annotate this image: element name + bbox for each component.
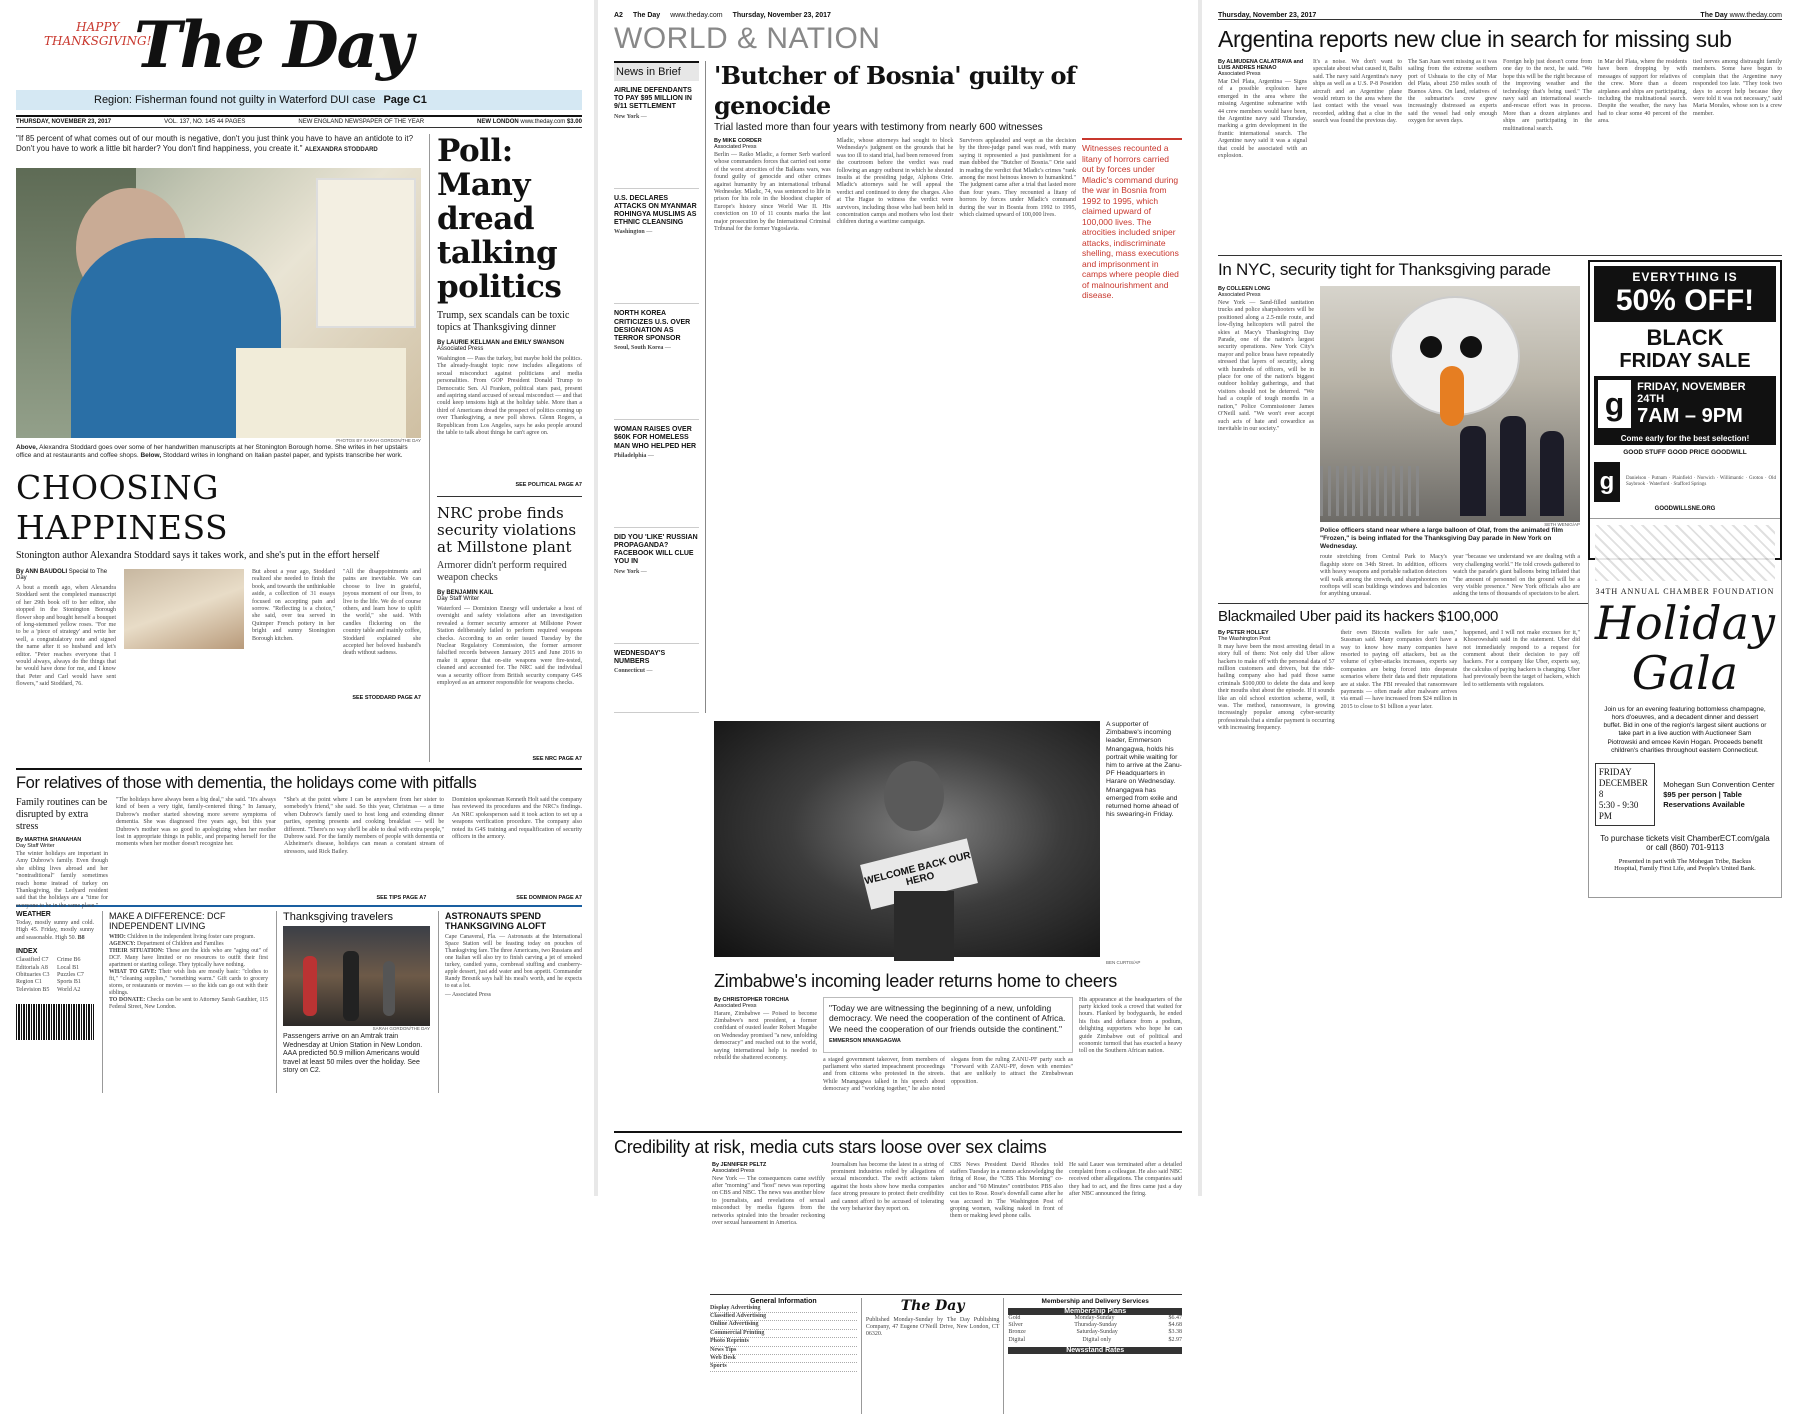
brief-nums bbox=[614, 1162, 706, 1290]
brief-headline: U.S. DECLARES ATTACKS ON MYANMAR ROHINGYA MUSLIMS AS ETHNIC CLEANSING bbox=[614, 194, 697, 227]
index-item[interactable]: Sports B1 bbox=[57, 979, 81, 986]
membership-price: $3.38 bbox=[1168, 1329, 1182, 1336]
media-story-col1: New York — The consequences came swiftly after "morning" and "host" news was reporting on CBS and NBC. The news was another blow to journalists, and revelations of sexual misconduct by media figures from the networks spiraled into the broader reckoning over sexual harassment in America. bbox=[712, 1175, 825, 1226]
masthead: The Day bbox=[134, 8, 412, 83]
zimbabwe-desk: Associated Press bbox=[714, 1002, 757, 1009]
page2-header bbox=[614, 12, 1182, 19]
index-item[interactable]: Local B1 bbox=[57, 964, 80, 971]
thanksgiving-travelers bbox=[276, 911, 430, 1093]
news-in-brief bbox=[614, 61, 706, 713]
main-byline-desk: Special to The Day bbox=[16, 569, 108, 581]
tagline: NEW ENGLAND NEWSPAPER OF THE YEAR bbox=[298, 119, 425, 125]
brief-headline: DID YOU 'LIKE' RUSSIAN PROPAGANDA? FACEBOOK WILL CLUE YOU IN bbox=[614, 533, 698, 566]
difference-agency-label: AGENCY: bbox=[109, 941, 136, 947]
gala-tickets[interactable]: To purchase tickets visit ChamberECT.com/gala bbox=[1600, 834, 1770, 844]
weather-page: B8 bbox=[77, 934, 85, 941]
photo-caption bbox=[16, 444, 421, 460]
media-headline[interactable]: Credibility at risk, media cuts stars loose over sex claims bbox=[614, 1136, 1047, 1157]
sub-desk: Associated Press bbox=[1218, 71, 1261, 77]
page3-header bbox=[1218, 12, 1782, 19]
main-headline[interactable]: CHOOSING HAPPINESS bbox=[16, 468, 229, 547]
zimbabwe-photo bbox=[714, 721, 1100, 957]
brief-item[interactable]: U.S. DECLARES ATTACKS ON MYANMAR ROHINGYA MUSLIMS AS ETHNIC CLEANSING Washington — bbox=[614, 195, 699, 305]
membership-level: Bronze bbox=[1008, 1329, 1026, 1336]
brief-list bbox=[614, 87, 699, 713]
uber-desk: The Washington Post bbox=[1218, 635, 1271, 642]
dementia-story-col1: The winter holidays are important in Amy Dubrow's family. Even though she sibling lives abroad and her "nontraditional" family sometimes reach home instead of turkey on Thanksgiving, the Ledyard resident said that the holidays are a "time for everyone to be in the same place." bbox=[16, 851, 108, 909]
zimbabwe-credit: BEN CURTIS/AP bbox=[1106, 959, 1141, 965]
gala-date: DECEMBER 8 bbox=[1598, 778, 1648, 800]
sub-headline[interactable]: Argentina reports new clue in search for missing sub bbox=[1218, 26, 1732, 52]
travelers-headline: Thanksgiving travelers bbox=[283, 911, 394, 923]
index-item[interactable]: Obituaries C3 bbox=[16, 972, 50, 979]
ad-website[interactable]: GOODWILLSNE.ORG bbox=[1654, 506, 1716, 512]
membership-row bbox=[1008, 1329, 1182, 1336]
brief-item[interactable]: WOMAN RAISES OVER $60K FOR HOMELESS MAN WHO HELPED HER Philadelphia — bbox=[614, 426, 699, 528]
guide-list bbox=[710, 1305, 857, 1372]
nyc-photo bbox=[1320, 286, 1580, 522]
dementia-story-col2: "The holidays have always been a big deal," she said. "It's always kind of been a very tight, family-centered thing." In January, Dubrow's mother started showing more severe symptoms of dementia. She was diagnosed five years ago, but this year Dubrow's mother was so good to apologizing when her mother lost in appropriate things in public, and preparing herself for the moments when her mother doesn't recognize her. bbox=[116, 797, 276, 848]
nrc-byline: By BENJAMIN KAIL bbox=[437, 590, 494, 596]
nyc-desk: Associated Press bbox=[1218, 292, 1261, 298]
difference-agency: Department of Children and Families bbox=[136, 941, 224, 947]
guide-title: General Information bbox=[750, 1297, 817, 1305]
front-quote bbox=[16, 134, 421, 164]
membership-plan: Digital only bbox=[1082, 1336, 1112, 1343]
dementia-headline[interactable]: For relatives of those with dementia, the holidays come with pitfalls bbox=[16, 774, 477, 792]
membership-plan: Saturday-Sunday bbox=[1076, 1329, 1118, 1336]
brief-title: News in Brief bbox=[614, 61, 699, 81]
travelers-photo bbox=[283, 926, 430, 1026]
brief-dateline: Philadelphia bbox=[614, 452, 647, 459]
page2-masthead: The Day bbox=[632, 12, 661, 19]
region-bar-text: Region: Fisherman found not guilty in Waterford DUI case bbox=[94, 94, 376, 106]
goodwill-small-logo-icon: g bbox=[1594, 462, 1620, 502]
membership-plan: Monday-Sunday bbox=[1074, 1314, 1115, 1321]
caption-text: Alexandra Stoddard goes over some of her handwritten manuscripts at her Stonington Borough home. She writes in her upstairs office and at restaurants and coffee shops. bbox=[16, 444, 408, 459]
rates-title: Newsstand Rates bbox=[1008, 1347, 1182, 1354]
uber-story-col3: happened, and I will not make excuses for it," Khosrowshahi said in the statement. Uber did not immediately respond to a request for comment about their decision to pay off hackers. For a company like Uber, experts say, the calculus of paying hackers is changing. Uber had previously been the target of hackers, which led to settlements with regulators. bbox=[1463, 629, 1580, 688]
nyc-headline[interactable]: In NYC, security tight for Thanksgiving parade bbox=[1218, 260, 1551, 279]
main-subhead: Stonington author Alexandra Stoddard says it takes work, and she's put in the effort herself bbox=[16, 550, 380, 561]
ad-date: FRIDAY, NOVEMBER 24TH bbox=[1637, 380, 1746, 405]
membership-level: Gold bbox=[1008, 1314, 1021, 1321]
caption-lead: Above, bbox=[16, 444, 38, 451]
bosnia-headline[interactable]: 'Butcher of Bosnia' guilty of genocide bbox=[714, 61, 1076, 120]
see-political[interactable]: SEE POLITICAL PAGE A7 bbox=[515, 482, 582, 488]
zimbabwe-quote: "Today we are witnessing the beginning of a new, unfolding democracy. We need the cooperation of the continent of Africa. We need the cooperation of our friends outside the continent." bbox=[829, 1002, 1066, 1034]
zimbabwe-sign: WELCOME BACK OUR HERO bbox=[860, 838, 978, 909]
footer-masthead: The Day bbox=[900, 1297, 965, 1314]
zimbabwe-caption: A supporter of Zimbabwe's incoming leader, Emmerson Mnangagwa, holds his portrait while waiting for him to arrive at the Zanu-PF Headquarters in Harare on Wednesday. Mnangagwa has emerged from exile and returned home ahead of his swearing-in Friday. bbox=[1106, 721, 1182, 819]
guide-row: Display Advertising bbox=[710, 1305, 857, 1313]
brief-headline: WOMAN RAISES OVER $60K FOR HOMELESS MAN WHO HELPED HER bbox=[614, 426, 697, 450]
page3-date: Thursday, November 23, 2017 bbox=[1218, 12, 1317, 19]
bosnia-story-col2: Mladic, whose attorneys had sought to block Wednesday's judgment on the grounds that he was too ill to stand trial, had been removed from the courtroom before the verdict was read following an angry outburst in which he shouted insults at the presiding judge, Alphons Orie. Mladic's attorneys said he will appeal the verdict and continued to deny the charges. Also at The Hague to witness the verdict were survivors, including those who had been held in concentration camps and mothers who lost their children during a wartime campaign. bbox=[836, 138, 954, 226]
page3-masthead: The Day bbox=[1700, 12, 1728, 19]
index-label: INDEX bbox=[16, 948, 38, 956]
membership-price: $2.97 bbox=[1168, 1336, 1182, 1343]
difference-headline: MAKE A DIFFERENCE: DCF INDEPENDENT LIVING bbox=[109, 911, 226, 931]
sub-story-col3: The San Juan went missing as it was sailing from the extreme southern port of Ushuaia to the city of Mar del Plata, about 250 miles south of Buenos Aires. On land, relatives of the submarine's crew grew increasingly distressed as experts said the vessel had only enough oxygen for seven days. bbox=[1408, 59, 1497, 125]
gala-gala: Gala bbox=[1631, 645, 1739, 700]
membership-level: Digital bbox=[1008, 1336, 1026, 1343]
quote-text: "If 85 percent of what comes out of our mouth is negative, don't you just think you have to have an antidote to it? Don't you have to work a little bit harder? You don't find happiness, you create it." bbox=[16, 134, 414, 153]
see-dominion[interactable]: SEE DOMINION PAGE A7 bbox=[516, 895, 582, 901]
poll-byline: By LAURIE KELLMAN and EMILY SWANSON bbox=[437, 340, 565, 346]
zimbabwe-byline: By CHRISTOPHER TORCHIA bbox=[714, 996, 789, 1003]
brief-headline: AIRLINE DEFENDANTS TO PAY $95 MILLION IN 9/11 SETTLEMENT bbox=[614, 87, 692, 111]
guide-row: Web Desk bbox=[710, 1355, 857, 1363]
quote-attribution: ALEXANDRA STODDARD bbox=[304, 147, 378, 153]
stoddard-photo bbox=[16, 168, 421, 438]
dementia-byline: By MARTHA SHANAHAN bbox=[16, 837, 82, 843]
see-stoddard[interactable]: SEE STODDARD PAGE A7 bbox=[352, 695, 421, 701]
world-nation-page bbox=[604, 0, 1192, 1370]
info-footer: General Information Display Advertising Classified Advertising Online Advertising Commercial Printing Photo Reprints News Tips Web Desk Sports The Day Published Monday-Sunday by The Day Publishing Company, 47 Eugene O'Neill Drive, New London, CT 06320. Membership and Delivery Services Membership Plans Gold Monday-Sunday $6.47 Silver Thursday-Sunday $4.68 Bronze Saturday-Sunday $3.38 Digital Digital only $2.97 Newsstand Rates bbox=[710, 1294, 1182, 1414]
gala-sponsors: Presented in part with The Mohegan Tribe, Backus Hospital, Family First Life, and People's United Bank. bbox=[1614, 858, 1756, 873]
gala-phone: or call (860) 701-9113 bbox=[1646, 843, 1724, 853]
nyc-caption: Police officers stand near where a large balloon of Olaf, from the animated film "Frozen," is being inflated for the Thanksgiving Day parade in New York on Wednesday. bbox=[1320, 527, 1564, 550]
poll-subhead: Trump, sex scandals can be toxic topics at Thanksgiving dinner bbox=[437, 310, 570, 333]
see-nrc[interactable]: SEE NRC PAGE A7 bbox=[532, 756, 582, 762]
dementia-desk: Day Staff Writer bbox=[16, 843, 55, 849]
weather-index-box bbox=[16, 911, 94, 1093]
index-item[interactable]: Puzzles C7 bbox=[57, 972, 84, 979]
membership-row bbox=[1008, 1315, 1182, 1322]
astronauts-brief: ASTRONAUTS SPEND THANKSGIVING ALOFT Cape Canaveral, Fla. — Astronauts at the International Space Station will be feasting today on pouches of Thanksgiving fare. The three Americans, two Russians and one Italian will also try to finish carving a jet of smoked turkey, candied yams, cornbread stuffing and cranberry-apple dessert, just add water and bon appetit. Commander Randy Bresnik says half his meal's worth, and he expects to eat a lot. — Associated Press bbox=[438, 911, 582, 1093]
gala-date-box bbox=[1595, 763, 1655, 826]
membership-plan: Thursday-Sunday bbox=[1074, 1321, 1117, 1328]
volume-info: VOL. 137, NO. 145 44 PAGES bbox=[164, 119, 246, 125]
membership-list bbox=[1008, 1315, 1182, 1345]
main-story-col1: A bout a month ago, when Alexandra Stoddard sent the completed manuscript of her 29th book off to her editor, she stopped in the Stonington Borough flower shop and bought herself a bouquet of long-stemmed yellow roses. "For me to be a 'piece of strategy' and write her well, a congratulatory note and signed the name after it so husband and let's editor. "Peter reaches everyone that I would always, always do the things that he would have done for me, and I know that Peter and Carl would have sent flowers," said Stoddard, 76. bbox=[16, 585, 116, 688]
difference-what-label: WHAT TO GIVE: bbox=[109, 969, 157, 975]
brief-item[interactable]: WEDNESDAY'S NUMBERS Connecticut — bbox=[614, 650, 699, 713]
difference-who-label: WHO: bbox=[109, 934, 126, 940]
uber-headline[interactable]: Blackmailed Uber paid its hackers $100,000 bbox=[1218, 607, 1499, 625]
holiday-gala-ad[interactable] bbox=[1588, 518, 1782, 898]
astronauts-headline[interactable]: ASTRONAUTS SPEND THANKSGIVING ALOFT bbox=[445, 911, 547, 931]
zim-story-col3: His appearance at the headquarters of the party kicked took a crowd that waited for hours. Flanked by bodyguards, he ended his fists and defiance from a podium, delighting supporters who hope he can guide Zimbabwe out of political and economic turmoil that has exacted a heavy toll on the Southern African nation. bbox=[1079, 996, 1182, 1055]
weather-text: Today, mostly sunny and cold. High 45. Friday, mostly sunny and seasonable. High 50. bbox=[16, 920, 94, 941]
brief-dateline: New York bbox=[614, 113, 640, 120]
main-story-col3: But about a year ago, Stoddard realized she needed to finish the book, and towards the unthinkable aside, a collection of 31 essays focused on accepting pain and sorrow. "Reflecting is a choice," she said, over tea served in Quimper French pottery in her bright and sunny Stonington Borough kitchen. bbox=[252, 569, 335, 642]
nyc-credit: SETH WENIG/AP bbox=[1544, 522, 1580, 527]
sub-story-col5: in Mar del Plata, where the residents have been dropping by with messages of support for relatives of the crew. More than a dozen airplanes and ships are participating, including the multinational search. Despite the weather, the navy has had to clear some 40 percent of the area. bbox=[1598, 59, 1687, 125]
sub-story-col2: It's a noise. We don't want to speculate about what caused it, Balbi said. The navy said Argentina's navy ships as well as a U.S. P-8 Poseidon aircraft and an Argentine plane would return to the area where the last contact with the vessel was recorded, adding that a clue in the search was found the previous day. bbox=[1313, 59, 1402, 125]
ad-percent: 50% OFF! bbox=[1615, 284, 1755, 317]
guide-row: Sports bbox=[710, 1363, 857, 1371]
ad-everything: EVERYTHING IS bbox=[1632, 270, 1738, 284]
gala-description: Join us for an evening featuring bottomless champagne, hors d'oeuvres, and a decadent dinner and dessert buffet. Bid in one of the region's largest silent auctions or take part in a live auction with Auctioneer Sam Piotrowski and emcee Kevin Hogan. Proceeds benefit children's charities throughout eastern Connecticut. bbox=[1603, 705, 1767, 754]
poll-desk: Associated Press bbox=[437, 346, 484, 352]
dementia-story-col4: Dominion spokesman Kenneth Holt said the company has reviewed its procedures and the NRC's findings. An NRC spokesperson said it took action to set up a weapons verification procedure. The company also noted its G4S training and requalification of security officers in the armory. bbox=[452, 797, 582, 841]
location: NEW LONDON bbox=[477, 119, 519, 125]
uber-story-col2: their own Bitcoin wallets for safe uses," Sussman said. Many companies don't have a way to know how many companies have resorted to paying off attackers, but as the volume of cyber-attacks increases, experts say companies are being forced into desperate scenarios where their data and their reputations are at stake. The FBI revealed that ransomware payments — often made after malware arrives via email — have increased from $24 million in 2015 to close to $1 billion a year later. bbox=[1340, 629, 1458, 710]
membership-box: Membership Plans bbox=[1008, 1308, 1182, 1315]
ad-come-early: Come early for the best selection! bbox=[1594, 432, 1776, 445]
gala-chamber: 34TH ANNUAL CHAMBER FOUNDATION bbox=[1595, 586, 1775, 596]
brief-item[interactable]: NORTH KOREA CRITICIZES U.S. OVER DESIGNATION AS TERROR SPONSOR Seoul, South Korea — bbox=[614, 310, 699, 420]
ad-hours: 7AM – 9PM bbox=[1637, 404, 1743, 427]
page3-website: www.theday.com bbox=[1729, 12, 1782, 19]
guide-row: News Tips bbox=[710, 1347, 857, 1355]
brief-dateline: Connecticut bbox=[614, 668, 645, 675]
zimbabwe-headline[interactable]: Zimbabwe's incoming leader returns home to cheers bbox=[714, 970, 1117, 991]
media-story-col4: He said Lauer was terminated after a detailed complaint from a colleague. He also said NBC received other allegations. The companies said they had to act, and the fires came just a day after NBC announced the firing. bbox=[1069, 1161, 1182, 1198]
zimbabwe-quote-box bbox=[823, 997, 1073, 1053]
index-item[interactable]: Region C1 bbox=[16, 979, 42, 986]
membership-row bbox=[1008, 1337, 1182, 1344]
thanksgiving-label: THANKSGIVING! bbox=[44, 34, 152, 48]
index-item[interactable]: Crime B6 bbox=[57, 957, 81, 964]
index-item[interactable]: Classified C7 bbox=[16, 957, 49, 964]
website: www.theday.com bbox=[520, 119, 566, 125]
brief-item[interactable]: DID YOU 'LIKE' RUSSIAN PROPAGANDA? FACEBOOK WILL CLUE YOU IN New York — bbox=[614, 534, 699, 644]
page-a3: Thursday, November 23, 2017 The Day www.theday.com Argentina reports new clue in search for missing sub By ALMUDENA CALATRAVA and LUIS ANDRES HENAO Associated Press Mar Del Plata, Argentina — Signs of a possible explosion have emerged in the area where the missing Argentine submarine with 44 crew members would have been, the Argentine navy said Thursday, marking a grim development in the frantic international search. The Argentine navy said it was a signal that could be associated with an explosion. It's a noise. We don't want to speculate about what caused it, Balbi said. The navy said Argentina's navy ships as well as a U.S. P-8 Poseidon aircraft and an Argentine plane would return to the area where the last contact with the vessel was recorded, adding that a clue in the search was found the previous day. The San Juan went missing as it was sailing from the extreme southern port of Ushuaia to the city of Mar del Plata, about 250 miles south of Buenos Aires. On land, relatives of the submarine's crew grew increasingly distressed as experts said the vessel had only enough oxygen for seven days. Foreign help just doesn't come from one day to the next, he said. "We hope this will be the right because of the improving weather and the technology that's being used." The navy said an international search-and-rescue effort was in process. More than a dozen airplanes and ships are participating in the multinational search. in Mar del Plata, where the residents have been dropping by with messages of support for relatives of the crew. More than a dozen airplanes and ships are participating, including the multinational search. Despite the weather, the navy has had to clear some 40 percent of the area. tied nerves among distraught family members. Some have begun to complain that the Argentine navy responded too late. "They took two days to accept help because they were told it was not necessary," said Maria Morales, whose son is a crew member. In NYC, security tight for Thanksgiving parade By COLLEEN LONG Associated Press New York — Sand-filled sanitation trucks and police sharpshooters will be positioned along a 2.5-mile route, and low-flying helicopters will patrol the skies at Macy's Thanksgiving Day Parade, one of the nation's largest security operations. New York City's mayor and police brass have repeatedly stressed that layers of security, along with hundreds of officers, will be in place for one of the nation's biggest outdoor holiday gatherings, and that visitors should not be deterred. "We had a couple of tough months in a nation," Police Commissioner James O'Neill said. "We won't ever accept such acts of hate and cowardice as inevitable in our society." SETH WENIG/AP Police officers stand near where a large balloon of Olaf, from the animated film "Frozen," is being inflated for the Thanksgiving Day parade in New York on Wednesday. route stretching from Central Park to Macy's flagship store on 34th Street. In addition, officers with heavy weapons and portable radiation detectors will walk among the crowds, and sharpshooters on rooftops will scan buildings windows and balconies for anything unusual. year "because we understand we are dealing with a very challenging world." He told crowds gathered to watch the parade's giant balloons being inflated that "the amount of personnel on the ground will be a very visible presence." New York officials also are asking the tens of thousands of spectators to be alert. EVERYTHING IS 50% OFF! BLACK FRIDAY SALE g FRIDAY, NOVEMBER 24TH 7AM – 9PM Come early for the best selection! GOOD STUFF GOOD PRICE GOODWILL g Danielson · Putnam · Plainfield · Norwich · Willimantic · Groton · Old Saybrook · Waterford · Stafford Springs GOODWILLSNE.ORG Blackmailed Uber paid its hackers $100,000 By PETER HOLLEY The Washington Post It may have been the most arresting detail in a story full of them: Not only did Uber allow hackers to make off with the personal data of 57 million customers and drivers, but the ride-hailing company also had paid those same criminals $100,000 to delete the data and keep their mouths shut about the episode. If it sounds like an old school extortion scheme, well, it was. The method, ransomware, is growing increasingly popular among cyber-security professionals that a similar payment is occurring with increasing frequency. their own Bitcoin wallets for safe uses," Sussman said. Many companies don't have a way to know how many companies have resorted to paying off attackers, but as the volume of cyber-attacks increases, experts say companies are being forced into desperate scenarios where their data and their reputations are at stake. The FBI revealed that ransomware payments — often made after malware arrives via email — have increased from $24 million in 2015 to close to $1 billion a year later. happened, and I will not make excuses for it," Khosrowshahi said in the statement. Uber did not immediately respond to a request for comment about their decision to pay off hackers. For a company like Uber, experts say, the calculus of paying hackers is changing. Uber had previously been the target of hackers, which led to settlements with regulators. 34TH ANNUAL CHAMBER FOUNDATION Holiday Gala Join us for an evening featuring bottomless champagne, hors d'oeuvres, and a decadent dinner and dessert buffet. Bid in one of the region's largest silent auctions or take part in a live auction with Auctioneer Sam Piotrowski and emcee Kevin Hogan. Proceeds benefit children's charities throughout eastern Connecticut. FRIDAY DECEMBER 8 5:30 - 9:30 PM Mohegan Sun Convention Center $95 per person | Table Reservations Available To purchase tickets visit ChamberECT.com/gala or call (860) 701-9113 Presented in part with The Mohegan Tribe, Backus Hospital, Family First Life, and People's United Bank. bbox=[1208, 0, 1792, 1196]
difference-who: Children in the independent living foster care program. bbox=[127, 934, 256, 940]
bosnia-pullquote bbox=[1082, 138, 1182, 300]
nrc-headline[interactable]: NRC probe finds security violations at Millstone plant bbox=[437, 504, 577, 556]
gala-price: $95 per person | Table Reservations Available bbox=[1663, 789, 1745, 809]
zim-story-col2: a staged government takeover, from members of parliament who started impeachment proceedings and from citizens who protested in the streets. While Mnangagwa talked in his speech about democracy and "working together," he also noted slogans from the ruling ZANU-PF party such as "Forward with ZANU-PF, down with enemies" that are unlikely to attract the Zimbabwean opposition. bbox=[823, 1056, 1073, 1093]
ad-slogan: GOOD STUFF GOOD PRICE GOODWILL bbox=[1623, 449, 1747, 456]
gala-time: 5:30 - 9:30 PM bbox=[1598, 800, 1639, 822]
nrc-subhead: Armorer didn't perform required weapon checks bbox=[437, 560, 567, 583]
membership-row bbox=[1008, 1322, 1182, 1329]
brief-dateline: New York bbox=[614, 568, 640, 575]
region-bar-page: Page C1 bbox=[383, 94, 427, 106]
region-bar[interactable] bbox=[16, 90, 582, 110]
guide-row: Online Advertising bbox=[710, 1321, 857, 1329]
bosnia-story-col3: Survivors applauded and wept as the decision by the three-judge panel was read, with many saying it represented a just punishment for a man dubbed the "Butcher of Bosnia." Orie said in reading the verdict that Mladic's crimes "rank among the most heinous known to humankind." The judgment came after a trial that lasted more than four years. They recounted a litany of horrors by forces under Mladic's command during the war in Bosnia from 1992 to 1995, which claimed upward of 100,000 lives. bbox=[959, 138, 1077, 219]
front-page-header bbox=[16, 10, 582, 82]
difference-situation-label: THEIR SITUATION: bbox=[109, 948, 164, 954]
front-dateline bbox=[16, 117, 582, 127]
guide-row: Commercial Printing bbox=[710, 1330, 857, 1338]
page2-website: www.theday.com bbox=[670, 12, 723, 19]
difference-donate-label: TO DONATE: bbox=[109, 997, 146, 1003]
sub-story-col6: tied nerves among distraught family members. Some have begun to complain that the Argentine navy responded too late. "They took two days to accept help because they were told it was not necessary," said Maria Morales, whose son is a crew member. bbox=[1693, 59, 1782, 117]
bosnia-byline: By MIKE CORDER bbox=[714, 138, 762, 144]
sub-story-col1: Mar Del Plata, Argentina — Signs of a possible explosion have emerged in the area where the missing Argentine submarine with 44 crew members would have been, the Argentine navy said Thursday, marking a grim development in the frantic international search. The Argentine navy said it was a signal that could be associated with an explosion. bbox=[1218, 79, 1307, 160]
uber-story-col1: It may have been the most arresting detail in a story full of them: Not only did Uber allow hackers to make off with the personal data of 57 million customers and drivers, but the ride-hailing company also had paid those same criminals $100,000 to delete the data and keep their mouths shut about the episode. If it sounds like an old school extortion scheme, well, it was. The method, ransomware, is growing increasingly popular among cyber-security professionals that a similar payment is occurring with increasing frequency. bbox=[1218, 643, 1335, 732]
poll-story: Washington — Pass the turkey, but maybe hold the politics. The already-fraught topic now includes allegations of sexual misconduct against politicians and media personalities. From GOP President Donald Trump to Democratic Sen. Al Franken, political stars past, present and aspiring stand accused of sexual misconduct — and that could keep tensions high at the holiday table. More than a third of Americans dread the prospect of politics coming up over Thanksgiving, a new poll shows. Glenn Rogers, a Republican from Los Angeles, says he asks people around the table to talk about things he can't agree on. bbox=[437, 356, 582, 437]
goodwill-ad[interactable]: EVERYTHING IS 50% OFF! BLACK FRIDAY SALE g FRIDAY, NOVEMBER 24TH 7AM – 9PM Come early for the best selection! GOOD STUFF GOOD PRICE GOODWILL g Danielson · Putnam · Plainfield · Norwich · Willimantic · Groton · Old Saybrook · Waterford · Stafford Springs GOODWILLSNE.ORG bbox=[1588, 260, 1782, 599]
gala-venue: Mohegan Sun Convention Center bbox=[1663, 779, 1775, 789]
difference-what: Their wish lists are mostly basic: "clothes to fit," "cleaning supplies," "something warm." Gift cards to grocery stores, or restaurants or movies — so the kids can go out with their siblings. bbox=[109, 969, 268, 996]
membership-price: $6.47 bbox=[1168, 1314, 1182, 1321]
astronauts-desk: Associated Press bbox=[451, 992, 492, 998]
membership-price: $4.68 bbox=[1168, 1321, 1182, 1328]
gala-holiday: Holiday bbox=[1594, 595, 1775, 650]
brief-headline: WEDNESDAY'S NUMBERS bbox=[614, 649, 666, 665]
media-story-col3: CBS News President David Rhodes told staffers Tuesday in a memo acknowledging the firing of Rose, the "CBS This Morning" co-anchor and "60 Minutes" contributor. PBS also cut ties to Rose. Rose's downfall came after he was accused in The Washington Post of groping women, walking naked in front of them or making lewd phone calls. bbox=[950, 1161, 1063, 1220]
brief-item[interactable]: AIRLINE DEFENDANTS TO PAY $95 MILLION IN 9/11 SETTLEMENT New York — bbox=[614, 87, 699, 189]
index-item[interactable]: Television B5 bbox=[16, 986, 50, 993]
nrc-desk: Day Staff Writer bbox=[437, 596, 480, 602]
goodwill-logo-icon: g bbox=[1598, 380, 1631, 428]
make-a-difference bbox=[102, 911, 268, 1093]
difference-donate: Checks can be sent to Attorney Sarah Gauthier, 115 Federal Street, New London. bbox=[109, 997, 268, 1010]
media-desk: Associated Press bbox=[712, 1167, 755, 1174]
nrc-story: Waterford — Dominion Energy will undertake a host of oversight and safety violations after an investigation revealed a former security armorer at Millstone Power Station deliberately failed to perform required weapons checks. According to an order issued Tuesday by the Nuclear Regulatory Commission, the former armorer falsified records between January 2015 and June 2016 to make it appear that on-site weapons were fire-tested, cleaned and accounted for. The NRC said the individual was a security officer from British security company G4S employed as an armorer responsible for weapons checks. bbox=[437, 606, 582, 687]
see-tips[interactable]: SEE TIPS PAGE A7 bbox=[376, 895, 427, 901]
zim-story-col1: Harare, Zimbabwe — Poised to become Zimbabwe's next president, a former confidant of ousted leader Robert Mugabe on Wednesday promised "a new, unfolding democracy" and reached out to the world, saying international help is needed to rebuild the shattered economy. bbox=[714, 1010, 817, 1061]
guide-row: Classified Advertising bbox=[710, 1313, 857, 1321]
main-byline: By ANN BAUDOLI bbox=[16, 569, 68, 575]
brief-dateline: Washington bbox=[614, 229, 645, 236]
dementia-subhead: Family routines can be disrupted by extra stress bbox=[16, 797, 108, 832]
caption-text-2: Stoddard writes in longhand on Italian pastel paper, and typists transcribe her work. bbox=[162, 452, 403, 459]
page2-date: Thursday, November 23, 2017 bbox=[732, 12, 831, 19]
price: $3.00 bbox=[566, 119, 582, 125]
nyc-byline: By COLLEEN LONG bbox=[1218, 286, 1271, 292]
gala-ornament bbox=[1595, 525, 1775, 581]
index-list bbox=[16, 957, 94, 994]
guide-row: Photo Reprints bbox=[710, 1338, 857, 1346]
ad-black: BLACK bbox=[1646, 325, 1724, 350]
front-page bbox=[8, 0, 590, 1196]
travelers-caption: Passengers arrive on an Amtrak train Wednesday at Union Station in New London. AAA predicted 50.9 million Americans would travel at least 50 miles over the holiday. See story on C2. bbox=[283, 1033, 423, 1074]
writing-photo bbox=[124, 569, 244, 649]
media-story-col2: Journalism has become the latest in a string of prominent industries roiled by allegations of sexual misconduct. The swift actions taken against the hosts show how media companies face strong pressure to protect their credibility and cannot afford to be accused of tolerating the very behavior they report on. bbox=[831, 1161, 944, 1212]
weather-label: WEATHER bbox=[16, 911, 51, 918]
page2-number: A2 bbox=[614, 12, 623, 19]
dementia-story-col3: "She's at the point where I can be anywhere from her sister to somebody's friend," she said. So this year, Christmas — a time when Dubrow's family used to host long and extending dinner parties, opening presents and cooking breakfast — will be different. "There's no way she'll be able to deal with extra people," Dubrow said. For the family members of people with dementia or Alzheimer's disease, holidays can mean a constant stream of stressors, said Rick Bailey. bbox=[284, 797, 444, 855]
bosnia-subhead: Trial lasted more than four years with testimony from nearly 600 witnesses bbox=[714, 122, 1043, 133]
zimbabwe-quote-attr: EMMERSON MNANGAGWA bbox=[829, 1038, 901, 1044]
sub-byline: By ALMUDENA CALATRAVA and LUIS ANDRES HENAO bbox=[1218, 59, 1304, 71]
media-byline: By JENNIFER PELTZ bbox=[712, 1161, 767, 1168]
section-title: WORLD & NATION bbox=[614, 22, 881, 55]
gala-day: FRIDAY bbox=[1598, 767, 1632, 778]
uber-byline: By PETER HOLLEY bbox=[1218, 629, 1269, 636]
main-story-col4: "All the disappointments and pains are inevitable. We can choose to live in grateful, joyous moment of our lives, to live to the life. We do of course others, and learn how to uplift the world," she said. With candles flickering on the country table and mainly coffee, Stoddard explained she accepted her beloved husband's death without sadness. bbox=[343, 569, 421, 657]
bosnia-desk: Associated Press bbox=[714, 144, 757, 150]
nyc-story-col1: New York — Sand-filled sanitation trucks and police sharpshooters will be positioned along a 2.5-mile route, and low-flying helicopters will patrol the skies at Macy's Thanksgiving Day Parade, one of the nation's largest security operations. New York City's mayor and police brass have repeatedly stressed that layers of security, along with hundreds of officers, will be in place for one of the nation's biggest outdoor holiday gatherings, and that visitors should not be deterred. "We had a couple of tough months in a nation," Police Commissioner James O'Neill said. "We won't ever accept such acts of hate and cowardice as inevitable in our society." bbox=[1218, 300, 1314, 432]
bosnia-story-col1: Berlin — Ratko Mladic, a former Serb warlord whose commanders forces that carried out some of the worst atrocities of the Balkans wars, was found guilty of genocide and other crimes against humanity by an international tribunal Wednesday. Mladic, 74, was sentenced to life in prison for his role in the bloodiest chapter of Europe's history since World War II. His conviction on 10 of 11 counts marks the last major prosecution by the International Criminal Tribunal for the former Yugoslavia. bbox=[714, 152, 831, 233]
brief-dateline: Seoul, South Korea bbox=[614, 345, 664, 352]
brief-headline: NORTH KOREA CRITICIZES U.S. OVER DESIGNATION AS TERROR SPONSOR bbox=[614, 310, 691, 343]
index-item[interactable]: World A2 bbox=[57, 986, 81, 993]
poll-headline[interactable]: Poll: Many dread talking politics bbox=[437, 133, 562, 305]
travelers-credit: SARAH GORDON/THE DAY bbox=[372, 1026, 430, 1031]
ad-friday-sale: FRIDAY SALE bbox=[1619, 350, 1751, 372]
barcode bbox=[16, 1004, 94, 1040]
photo-credit: PHOTOS BY SARAH GORDON/THE DAY bbox=[336, 438, 421, 443]
caption-lead-2: Below, bbox=[140, 452, 162, 459]
membership-title: Membership and Delivery Services bbox=[1041, 1297, 1149, 1305]
sub-story-col4: Foreign help just doesn't come from one day to the next, he said. "We hope this will be the right because of the improving weather and the technology that's being used." The navy said an international search-and-rescue effort was in process. More than a dozen airplanes and ships are participating in the multinational search. bbox=[1503, 59, 1592, 132]
happy-label: HAPPY bbox=[76, 20, 120, 34]
dateline: THURSDAY, NOVEMBER 23, 2017 bbox=[16, 119, 112, 125]
membership-level: Silver bbox=[1008, 1321, 1023, 1328]
difference-situation: These are the kids who are "aging out" of DCF. Many have limited or no resources to outfit their first apartment or starting college. They typically have nothing. bbox=[109, 948, 268, 968]
index-item[interactable]: Editorials A8 bbox=[16, 964, 48, 971]
bosnia-pullquote-text: Witnesses recounted a litany of horrors carried out by forces under Mladic's command during the war in Bosnia from 1992 to 1995, which claimed upward of 100,000 lives. The atrocities included sniper attacks, indiscriminate shelling, mass executions and imprisonment in camps where people died of malnourishment and disease. bbox=[1082, 143, 1179, 300]
